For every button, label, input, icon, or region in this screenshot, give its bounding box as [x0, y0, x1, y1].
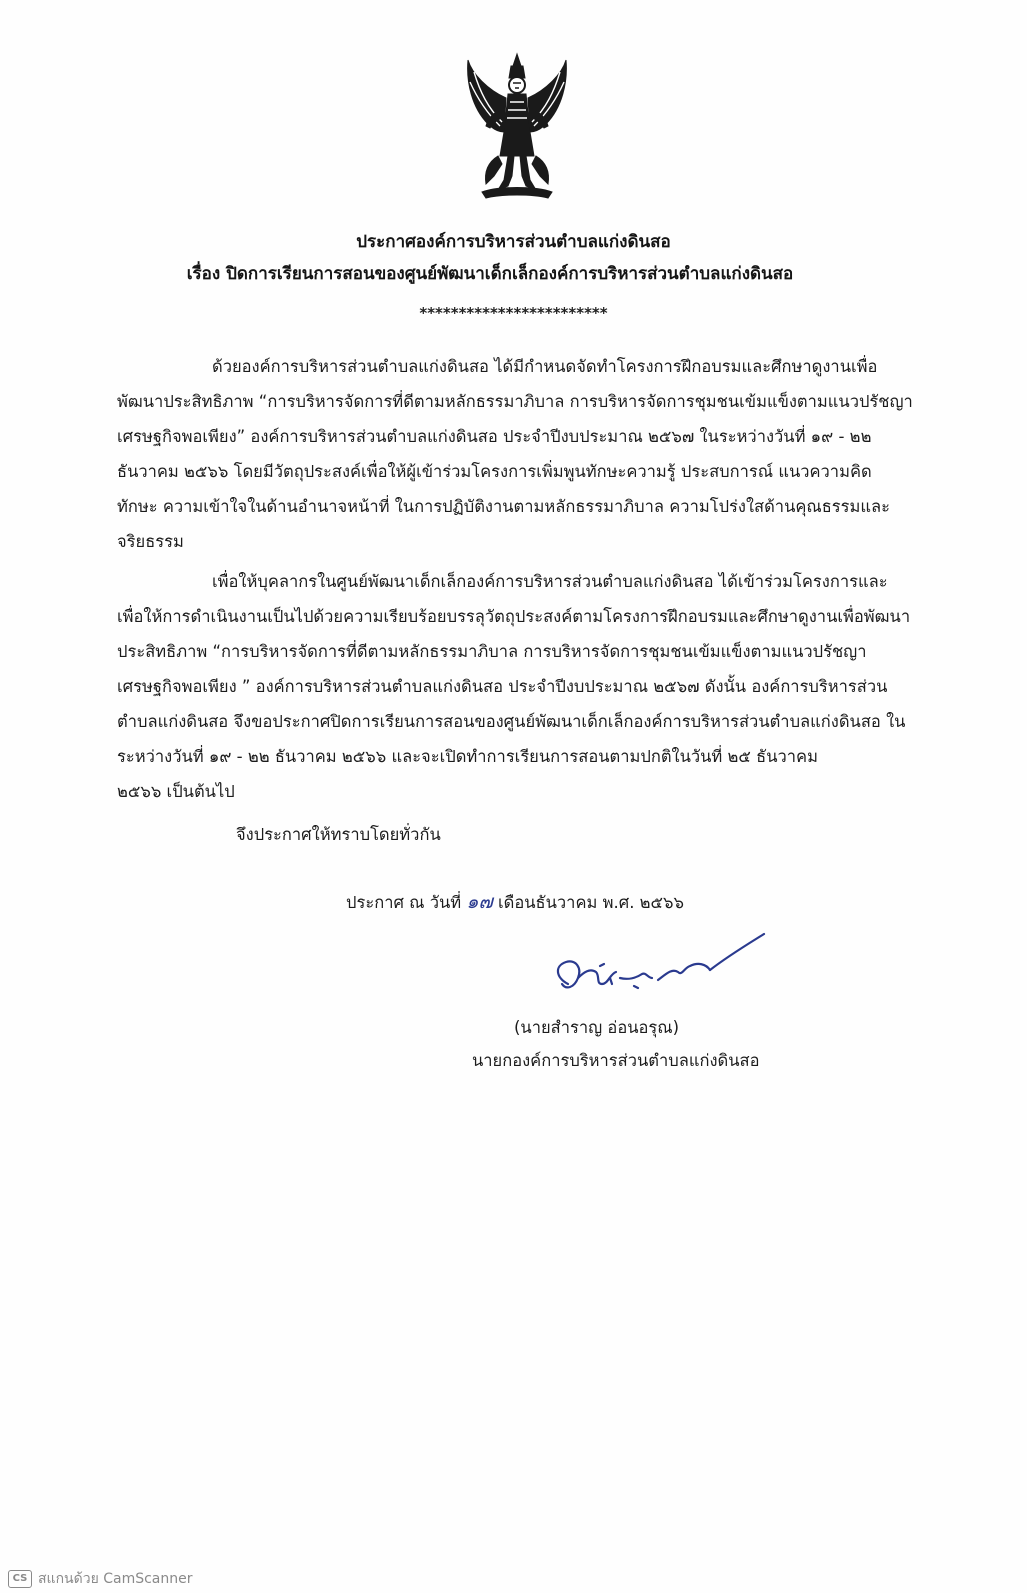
paragraph-line: ด้วยองค์การบริหารส่วนตำบลแก่งดินสอ ได้มีกำหนดจัดทำโครงการฝึกอบรมและศึกษาดูงานเพื่อ — [212, 357, 878, 376]
date-suffix: เดือนธันวาคม พ.ศ. ๒๕๖๖ — [498, 893, 684, 912]
paragraph-line: ระหว่างวันที่ ๑๙ - ๒๒ ธันวาคม ๒๕๖๖ และจะเปิดทำการเรียนการสอนตามปกติในวันที่ ๒๕ ธันวาคม — [117, 747, 818, 766]
paragraph-line: เศรษฐกิจพอเพียง” องค์การบริหารส่วนตำบลแก่งดินสอ ประจำปีงบประมาณ ๒๕๖๗ ในระหว่างวันที่ ๑๙ - ๒๒ — [117, 427, 872, 446]
scanner-footer — [8, 1568, 193, 1590]
separator-stars: ************************ — [419, 304, 608, 322]
signer-position: นายกองค์การบริหารส่วนตำบลแก่งดินสอ — [472, 1051, 760, 1070]
paragraph-line: จริยธรรม — [117, 532, 184, 551]
signer-name: (นายสำราญ อ่อนอรุณ) — [514, 1018, 680, 1037]
garuda-emblem-icon — [458, 52, 576, 202]
paragraph-line: เพื่อให้บุคลากรในศูนย์พัฒนาเด็กเล็กองค์การบริหารส่วนตำบลแก่งดินสอ ได้เข้าร่วมโครงการและ — [212, 572, 888, 591]
camscanner-logo-icon: CS — [8, 1570, 32, 1588]
paragraph-line: ประสิทธิภาพ “การบริหารจัดการที่ดีตามหลักธรรมาภิบาล การบริหารจัดการชุมชนเข้มแข็งตามแนวปรัชญา — [117, 642, 867, 661]
date-prefix: ประกาศ ณ วันที่ — [346, 893, 462, 912]
scanner-footer-text: สแกนด้วย CamScanner — [38, 1571, 193, 1587]
paragraph-line: พัฒนาประสิทธิภาพ “การบริหารจัดการที่ดีตามหลักธรรมาภิบาล การบริหารจัดการชุมชนเข้มแข็งตามแนวปรัชญา — [117, 392, 913, 411]
paragraph-line: ตำบลแก่งดินสอ จึงขอประกาศปิดการเรียนการสอนของศูนย์พัฒนาเด็กเล็กองค์การบริหารส่วนตำบลแก่งดินสอ ใน — [117, 712, 906, 731]
date-day-handwritten: ๑๗ — [466, 891, 493, 913]
paragraph-line: ทักษะ ความเข้าใจในด้านอำนาจหน้าที่ ในการปฏิบัติงานตามหลักธรรมาภิบาล ความโปร่งใสด้านคุณธรรมและ — [117, 497, 890, 516]
paragraph-line: เศรษฐกิจพอเพียง ” องค์การบริหารส่วนตำบลแก่งดินสอ ประจำปีงบประมาณ ๒๕๖๗ ดังนั้น องค์การบริหารส่วน — [117, 677, 888, 696]
paragraph-line: ๒๕๖๖ เป็นต้นไป — [117, 782, 235, 801]
closing-statement: จึงประกาศให้ทราบโดยทั่วกัน — [236, 825, 441, 844]
announcement-title: ประกาศองค์การบริหารส่วนตำบลแก่งดินสอ — [356, 232, 671, 252]
signature-handwritten — [538, 928, 778, 1006]
date-line — [346, 891, 684, 914]
announcement-subject: เรื่อง ปิดการเรียนการสอนของศูนย์พัฒนาเด็กเล็กองค์การบริหารส่วนตำบลแก่งดินสอ — [186, 264, 794, 284]
paragraph-line: ธันวาคม ๒๕๖๖ โดยมีวัตถุประสงค์เพื่อให้ผู้เข้าร่วมโครงการเพิ่มพูนทักษะความรู้ ประสบการณ์ แนวความคิด — [117, 462, 872, 481]
paragraph-line: เพื่อให้การดำเนินงานเป็นไปด้วยความเรียบร้อยบรรลุวัตถุประสงค์ตามโครงการฝึกอบรมและศึกษาดูงานเพื่อพัฒนา — [117, 607, 911, 626]
